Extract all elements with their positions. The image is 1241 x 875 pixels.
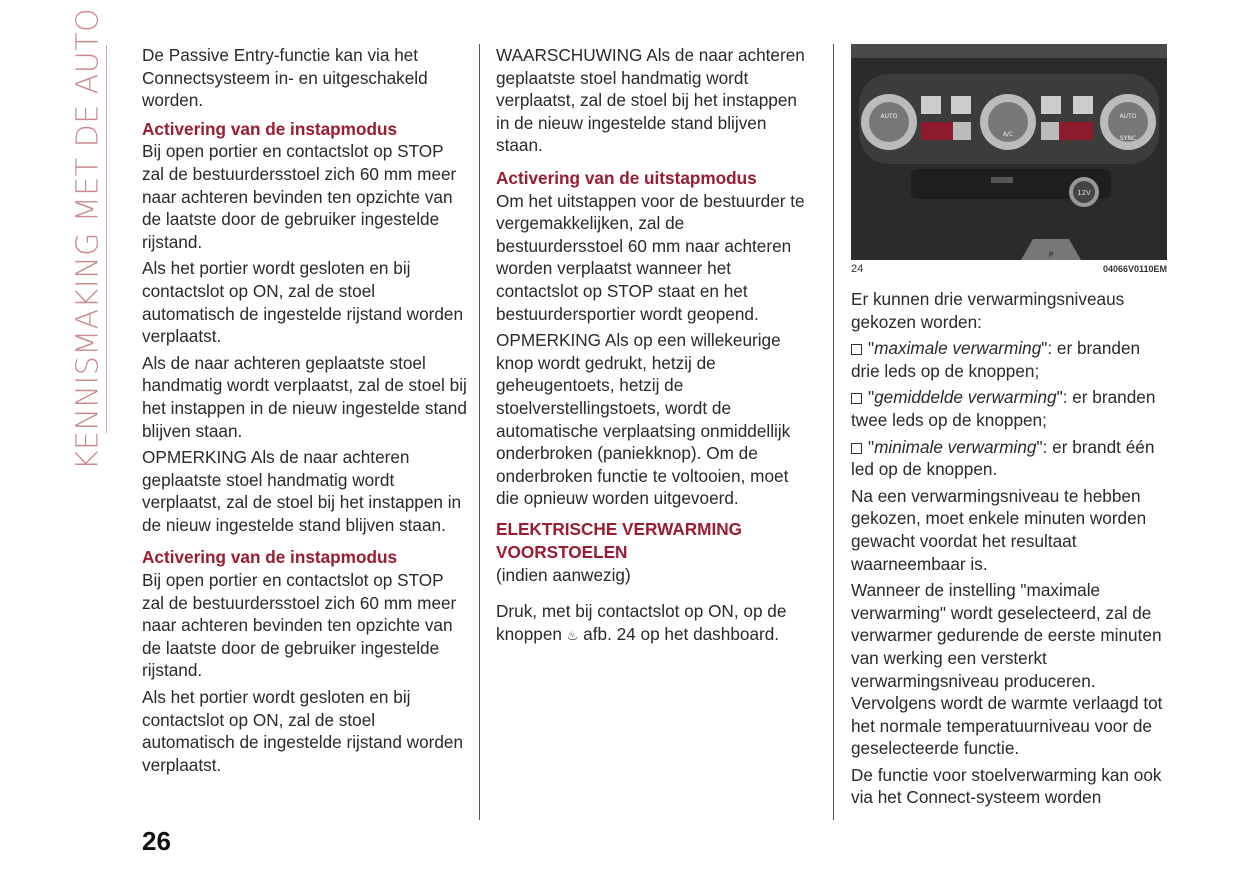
- paragraph: Wanneer de instelling "maximale verwarming" wordt geselecteerd, zal de verwarmer gedurende de eerste minuten van werking een versterkt verwarmingsniveau produceren. Vervolgens wordt de warmte verlaagd tot het normale temperatuurniveau voor de geselecteerde functie.: [851, 580, 1163, 759]
- figure-number: 24: [851, 263, 864, 275]
- section-heading: Activering van de uitstapmodus: [496, 167, 757, 188]
- text-column-3: [851, 44, 1167, 813]
- socket-12v-label: 12V: [1077, 189, 1091, 197]
- list-item: "maximale verwarming": er branden drie leds op de knoppen;: [851, 338, 1141, 381]
- text-column-1: [142, 44, 467, 780]
- seat-heating-icon: ♨: [566, 628, 579, 644]
- paragraph: Als de naar achteren geplaatste stoel handmatig wordt verplaatst, zal de stoel bij het instappen in de nieuw ingestelde stand blijven staan.: [142, 352, 467, 441]
- list-item-emphasis: minimale verwarming: [874, 436, 1037, 457]
- sync-label: SYNC: [1119, 135, 1137, 142]
- paragraph-text: afb. 24 op het dashboard.: [583, 624, 780, 645]
- auto-right-label: AUTO: [1119, 113, 1137, 120]
- list-item-emphasis: maximale verwarming: [874, 338, 1042, 359]
- paragraph: Bij open portier en contactslot op STOP zal de bestuurdersstoel zich 60 mm meer naar achteren bevinden ten opzichte van de laatste door de gebruiker ingestelde rijstand.: [142, 141, 457, 252]
- climate-panel-figure: [851, 44, 1167, 260]
- chapter-side-title: [70, 7, 106, 471]
- paragraph: De functie voor stoelverwarming kan ook via het Connect-systeem worden: [851, 764, 1162, 808]
- list-item: "gemiddelde verwarming": er branden twee leds op de knoppen;: [851, 387, 1156, 430]
- chapter-title-text: KENNISMAKING MET DE AUTO: [70, 7, 106, 471]
- paragraph: Bij open portier en contactslot op STOP zal de bestuurdersstoel zich 60 mm meer naar achteren bevinden ten opzichte van de laatste door de gebruiker ingestelde rijstand.: [142, 570, 457, 681]
- note-paragraph: OPMERKING Als op een willekeurige knop wordt gedrukt, hetzij de geheugentoets, hetzij de stoelverstellingstoets, wordt de automatische verplaatsing onmiddellijk onderbroken (paniekknop). Om de onderbroken functie te voltooien, moet die opnieuw worden uitgevoerd.: [496, 330, 791, 509]
- list-item-text: : er branden twee leds op de knoppen;: [851, 387, 1156, 430]
- auto-left-label: AUTO: [880, 113, 898, 120]
- climate-panel-illustration: [851, 44, 1167, 260]
- paragraph-text: Druk, met bij contactslot op ON, op de knoppen: [496, 601, 787, 645]
- section-heading: Activering van de instapmodus: [142, 118, 398, 139]
- checkbox-bullet-icon: [851, 443, 862, 454]
- section-heading: Activering van de instapmodus: [142, 547, 398, 568]
- list-item-text: : er branden drie leds op de knoppen;: [851, 338, 1141, 381]
- column-divider-2: [833, 44, 834, 820]
- checkbox-bullet-icon: [851, 344, 862, 355]
- gear-p-label: P: [1048, 251, 1054, 259]
- paragraph-with-icon: [496, 600, 808, 647]
- warning-paragraph: WAARSCHUWING Als de naar achteren geplaatste stoel handmatig wordt verplaatst, zal de stoel bij het instappen in de nieuw ingestelde stand blijven staan.: [496, 45, 805, 156]
- list-item-emphasis: gemiddelde verwarming: [874, 387, 1057, 408]
- paragraph: Als het portier wordt gesloten en bij contactslot op ON, zal de stoel automatisch de ingestelde rijstand worden verplaatst.: [142, 687, 464, 775]
- paragraph: Om het uitstappen voor de bestuurder te vergemakkelijken, zal de bestuurdersstoel 60 mm naar achteren worden verplaatst wanneer het contactslot op STOP staat en het bestuurdersportier wordt geopend.: [496, 190, 805, 324]
- paragraph: Als het portier wordt gesloten en bij contactslot op ON, zal de stoel automatisch de ingestelde rijstand worden verplaatst.: [142, 258, 464, 347]
- list-item-text: : er brandt één led op de knoppen.: [851, 436, 1155, 480]
- paragraph: De Passive Entry-functie kan via het Connectsysteem in- en uitgeschakeld worden.: [142, 45, 428, 111]
- list-item: "minimale verwarming": er brandt één led op de knoppen.: [851, 436, 1155, 480]
- side-divider: [106, 45, 107, 433]
- paragraph: Na een verwarmingsniveau te hebben gekozen, moet enkele minuten worden gewacht voordat het resultaat waarneembaar is.: [851, 485, 1147, 574]
- column-divider-1: [479, 44, 480, 820]
- checkbox-bullet-icon: [851, 393, 862, 404]
- figure-caption: [851, 262, 1167, 276]
- paragraph: (indien aanwezig): [496, 564, 631, 585]
- ac-label: A/C: [1002, 131, 1014, 138]
- page-number: 26: [142, 826, 171, 856]
- paragraph: Er kunnen drie verwarmingsniveaus gekozen worden:: [851, 289, 1125, 332]
- text-column-2: [496, 44, 808, 652]
- figure-code: 04066V0110EM: [1102, 264, 1167, 274]
- note-paragraph: OPMERKING Als de naar achteren geplaatste stoel handmatig wordt verplaatst, zal de stoel bij het instappen in de nieuw ingestelde stand blijven staan.: [142, 447, 462, 535]
- chapter-heading: ELEKTRISCHE VERWARMING VOORSTOELEN: [496, 518, 743, 562]
